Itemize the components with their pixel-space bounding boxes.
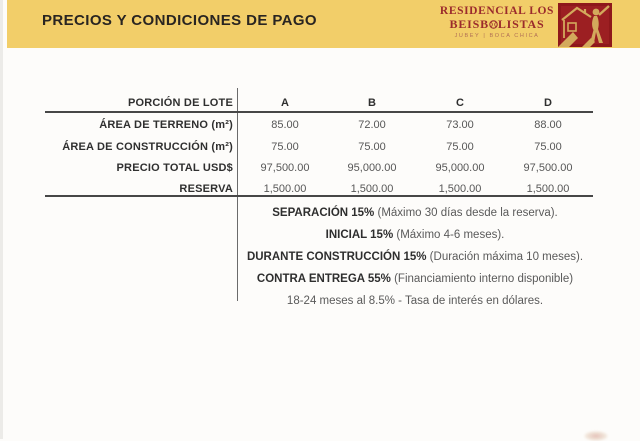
column-header-c: C	[456, 97, 464, 109]
cell-value: 72.00	[358, 119, 386, 131]
cell-value: 97,500.00	[260, 162, 310, 174]
cropped-watermark	[584, 431, 608, 441]
cell-value: 1,500.00	[263, 183, 307, 195]
condition-financing-footnote: 18-24 meses al 8.5% - Tasa de interés en dólares.	[286, 295, 544, 307]
cell-value: 75.00	[358, 141, 386, 153]
cell-value: 88.00	[534, 119, 562, 131]
table-row-precio-total	[0, 160, 640, 176]
cell-value: 73.00	[446, 119, 474, 131]
row-label: RESERVA	[179, 183, 233, 195]
condition-detail: (Duración máxima 10 meses).	[426, 251, 584, 263]
row-label: PRECIO TOTAL USD$	[116, 162, 233, 174]
cell-value: 97,500.00	[523, 162, 573, 174]
condition-term: DURANTE CONSTRUCCIÓN 15%	[246, 251, 427, 263]
condition-contra-entrega	[237, 272, 593, 287]
cell-value: 85.00	[271, 119, 299, 131]
table-row-reserva	[0, 181, 640, 197]
cell-value: 1,500.00	[438, 183, 482, 195]
column-header-a: A	[281, 97, 289, 109]
condition-separacion	[237, 206, 593, 221]
condition-durante-construccion	[237, 250, 593, 265]
page-edge	[0, 0, 3, 439]
cell-value: 1,500.00	[350, 183, 394, 195]
condition-detail: (Financiamiento interno disponible)	[390, 273, 574, 285]
row-label: ÁREA DE TERRENO (m²)	[99, 119, 233, 131]
condition-term: SEPARACIÓN 15%	[272, 207, 375, 219]
cell-value: 75.00	[534, 141, 562, 153]
table-row-terreno	[0, 117, 640, 133]
condition-term: CONTRA ENTREGA 55%	[256, 273, 391, 285]
table-header-label: PORCIÓN DE LOTE	[127, 97, 233, 109]
table-top-rule	[45, 111, 593, 113]
cell-value: 75.00	[271, 141, 299, 153]
column-header-b: B	[368, 97, 376, 109]
table-row-construccion	[0, 139, 640, 155]
baseball-icon	[489, 20, 498, 29]
cell-value: 95,000.00	[347, 162, 397, 174]
row-label: ÁREA DE CONSTRUCCIÓN (m²)	[62, 141, 233, 153]
brand-name-pre: BEISB	[449, 17, 489, 31]
cell-value: 75.00	[446, 141, 474, 153]
table-header-row	[0, 95, 640, 111]
column-header-d: D	[544, 97, 552, 109]
condition-term: INICIAL 15%	[325, 229, 394, 241]
condition-detail: (Máximo 30 días desde la reserva).	[374, 207, 558, 219]
brand-tagline: JUBEY | BOCA CHICA	[454, 33, 540, 39]
cell-value: 1,500.00	[526, 183, 570, 195]
condition-inicial	[237, 228, 593, 243]
brand-name-post: LISTAS	[497, 17, 545, 31]
brand-name-line1: RESIDENCIAL LOS	[439, 5, 555, 17]
brand-block	[436, 5, 558, 41]
condition-detail: (Máximo 4-6 meses).	[393, 229, 505, 241]
cell-value: 95,000.00	[435, 162, 485, 174]
residencial-los-beisbolistas-logo-icon	[558, 3, 612, 47]
brand-name-line2	[436, 18, 558, 31]
page-title: PRECIOS Y CONDICIONES DE PAGO	[42, 12, 317, 29]
